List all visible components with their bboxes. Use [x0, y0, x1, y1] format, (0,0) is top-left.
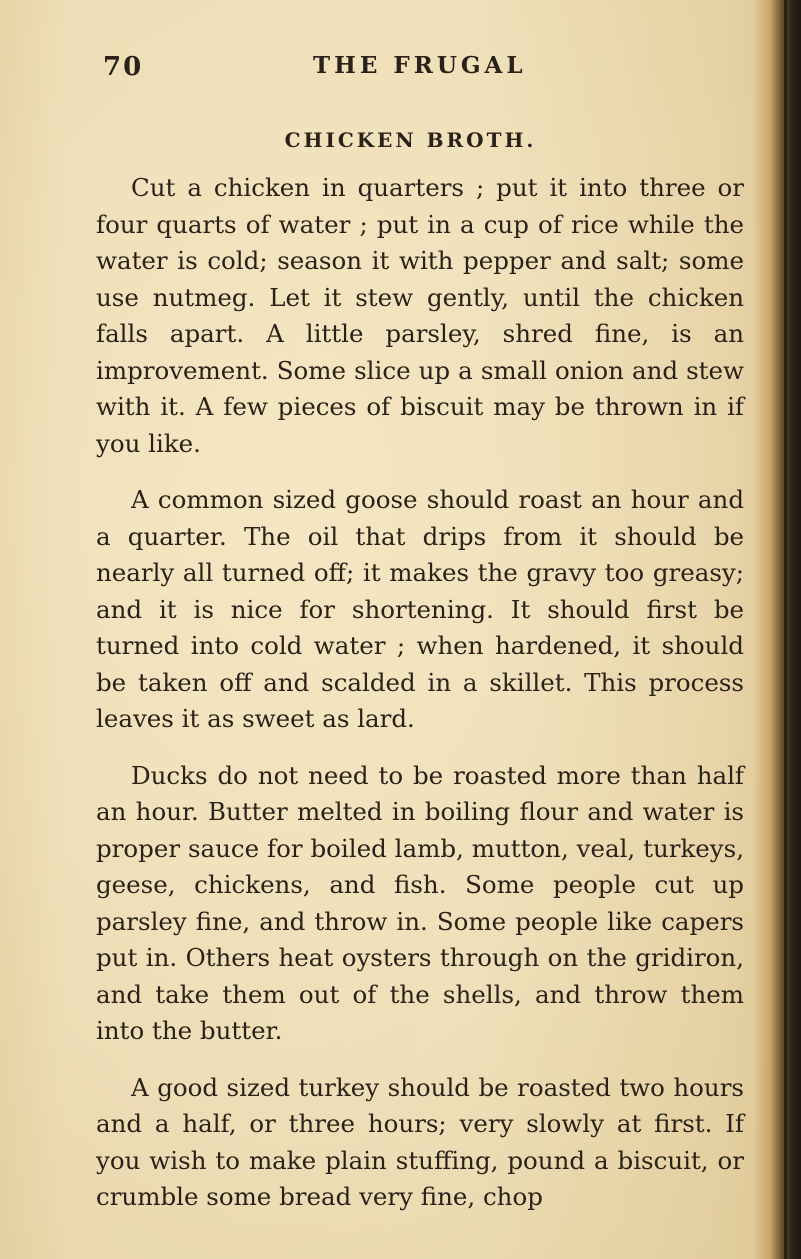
- body-text: [96, 170, 744, 1216]
- section-title: CHICKEN BROTH.: [284, 128, 537, 152]
- paragraph-ducks: Ducks do not need to be roasted more than half an hour. Butter melted in boiling flour and water is proper sauce for boiled lamb, mutton, veal, turkeys, geese, chickens, and fish. Some people cut up parsley fine, and throw in. Some people like capers put in. Others heat oysters through on the gridiron, and take them out of the shells, and throw them into the butter.: [96, 760, 744, 1045]
- page-number: 70: [103, 52, 144, 82]
- paragraph-turkey: A good sized turkey should be roasted two hours and a half, or three hours; very slowly at first. If you wish to make plain stuffing, pound a biscuit, or crumble some bread very fine, chop: [96, 1072, 744, 1211]
- running-head: THE FRUGAL: [313, 52, 527, 79]
- paragraph-chicken-broth: Cut a chicken in quarters ; put it into three or four quarts of water ; put in a cup of rice while the water is cold; season it with pepper and salt; some use nutmeg. Let it stew gently, until the chicken falls apart. A little parsley, shred fine, is an improvement. Some slice up a small onion and stew with it. A few pieces of biscuit may be thrown in if you like.: [96, 173, 744, 458]
- page-header: [103, 52, 743, 92]
- paragraph-goose: A common sized goose should roast an hour and a quarter. The oil that drips from it should be nearly all turned off; it makes the gravy too greasy; and it is nice for shortening. It should first be turned into cold water ; when hardened, it should be taken off and scalded in a skillet. This process leaves it as sweet as lard.: [96, 485, 744, 733]
- binding-edge: [784, 0, 787, 1259]
- page-gutter-shadow: [753, 0, 801, 1259]
